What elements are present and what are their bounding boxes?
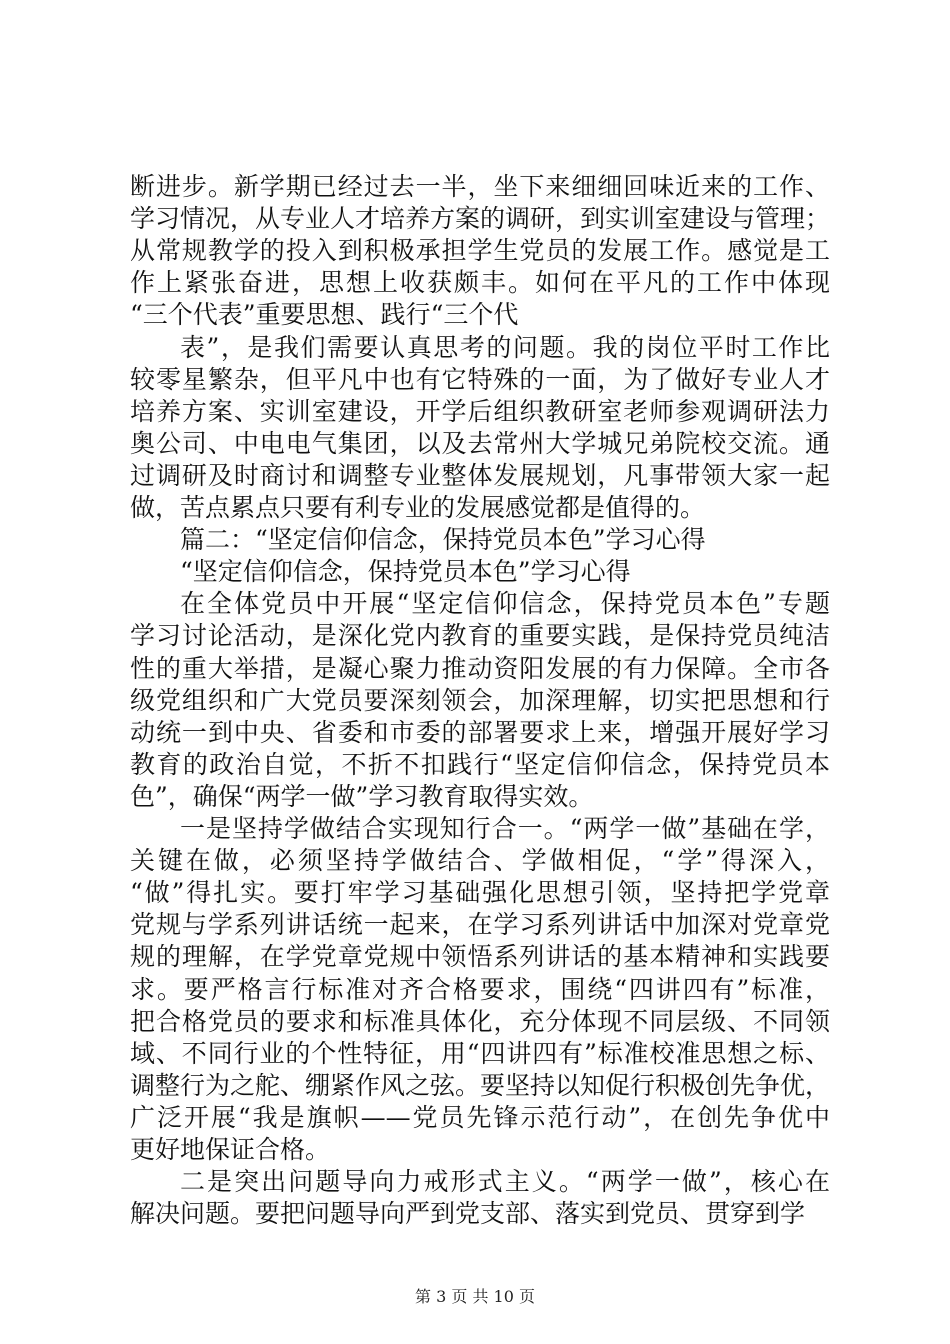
text-line: 学习讨论活动，是深化党内教育的重要实践，是保持党员纯洁 [130, 621, 830, 650]
section-heading: 篇二：“坚定信仰信念，保持党员本色”学习心得 [180, 525, 706, 554]
text-line: 教育的政治自觉，不折不扣践行“坚定信仰信念，保持党员本 [130, 750, 830, 779]
text-line: “三个代表”重要思想、践行“三个代 [130, 300, 519, 329]
text-line: 做，苦点累点只要有利专业的发展感觉都是值得的。 [130, 493, 706, 522]
text-line: “做”得扎实。要打牢学习基础强化思想引领，坚持把学党章 [130, 878, 830, 907]
text-line: 从常规教学的投入到积极承担学生党员的发展工作。感觉是工 [130, 236, 830, 265]
text-line: 学习情况，从专业人才培养方案的调研，到实训室建设与管理； [130, 204, 831, 233]
text-line: 作上紧张奋进，思想上收获颇丰。如何在平凡的工作中体现 [130, 268, 830, 297]
text-line: 一是坚持学做结合实现知行合一。“两学一做”基础在学， [180, 814, 830, 843]
text-line: 过调研及时商讨和调整专业整体发展规划，凡事带领大家一起 [130, 461, 830, 490]
text-line: 表”，是我们需要认真思考的问题。我的岗位平时工作比 [180, 333, 830, 362]
text-line: 求。要严格言行标准对齐合格要求，围绕“四讲四有”标准， [130, 975, 830, 1004]
text-line: 级党组织和广大党员要深刻领会，加深理解，切实把思想和行 [130, 686, 830, 715]
text-line: 色”，确保“两学一做”学习教育取得实效。 [130, 782, 594, 811]
text-line: 动统一到中央、省委和市委的部署要求上来，增强开展好学习 [130, 718, 830, 747]
text-line: 调整行为之舵、绷紧作风之弦。要坚持以知促行积极创先争优， [130, 1071, 831, 1100]
text-line: 奥公司、中电电气集团，以及去常州大学城兄弟院校交流。通 [130, 429, 830, 458]
text-line: 较零星繁杂，但平凡中也有它特殊的一面，为了做好专业人才 [130, 365, 830, 394]
text-line: 培养方案、实训室建设，开学后组织教研室老师参观调研法力 [130, 397, 830, 426]
text-line: 断进步。新学期已经过去一半，坐下来细细回味近来的工作、 [130, 172, 830, 201]
text-line: 规的理解，在学党章党规中领悟系列讲话的基本精神和实践要 [130, 942, 830, 971]
text-line: 党规与学系列讲话统一起来，在学习系列讲话中加深对党章党 [130, 910, 830, 939]
text-line: 性的重大举措，是凝心聚力推动资阳发展的有力保障。全市各 [130, 654, 830, 683]
text-line: 把合格党员的要求和标准具体化，充分体现不同层级、不同领 [130, 1007, 830, 1036]
article-title: “坚定信仰信念，保持党员本色”学习心得 [180, 557, 631, 586]
text-line: 解决问题。要把问题导向严到党支部、落实到党员、贯穿到学 [130, 1199, 806, 1228]
text-line: 关键在做，必须坚持学做结合、学做相促，“学”得深入， [130, 846, 830, 875]
page-footer: 第 3 页 共 10 页 [415, 1287, 535, 1306]
text-line: 在全体党员中开展“坚定信仰信念，保持党员本色”专题 [180, 589, 830, 618]
text-line: 二是突出问题导向力戒形式主义。“两学一做”，核心在 [180, 1167, 830, 1196]
text-line: 广泛开展“我是旗帜——党员先锋示范行动”，在创先争优中 [130, 1103, 830, 1132]
text-line: 域、不同行业的个性特征，用“四讲四有”标准校准思想之标、 [130, 1039, 830, 1068]
text-line: 更好地保证合格。 [130, 1135, 331, 1164]
